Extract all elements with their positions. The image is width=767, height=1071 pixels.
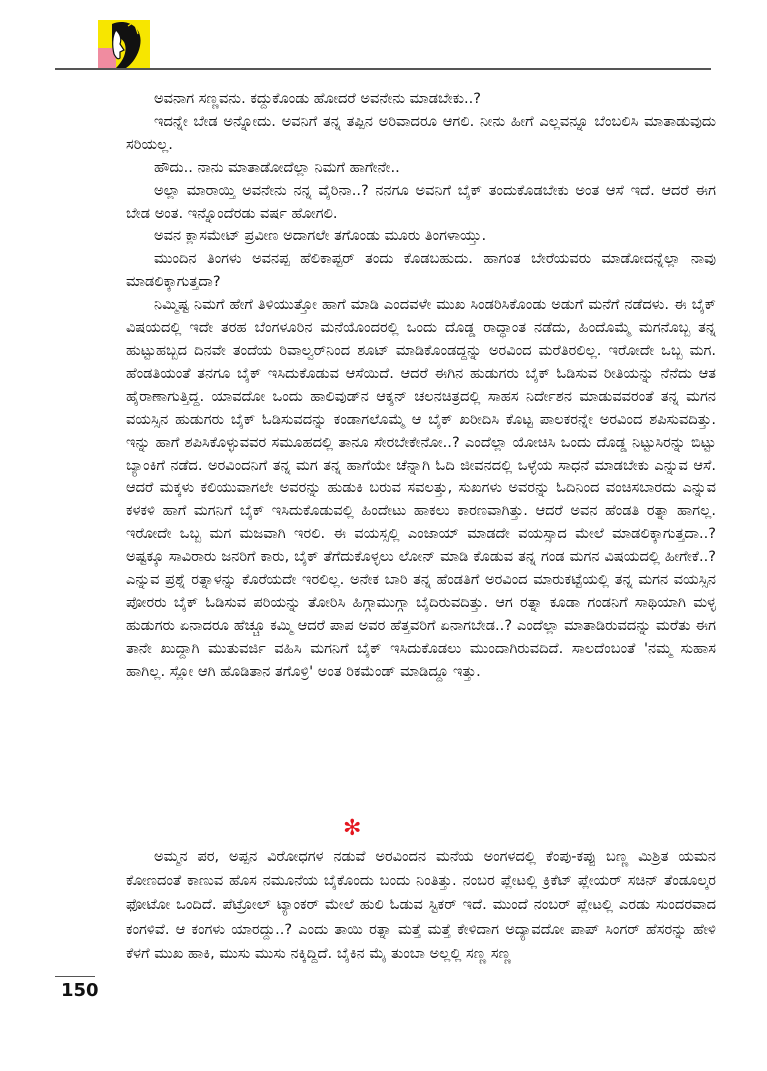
paragraph: ಅಮ್ಮನ ಪರ, ಅಪ್ಪನ ವಿರೋಧಗಳ ನಡುವೆ ಅರವಿಂದನ ಮನೆಯ ಅಂಗಳದಲ್ಲಿ ಕೆಂಪು-ಕಪ್ಪು ಬಣ್ಣ ಮಿಶ್ರಿತ ಯಮನ ಕೋಣದಂತೆ ಕಾಣುವ ಹೊಸ ನಮೂನೆಯ ಬೈಕೊಂದು ಬಂದು ನಿಂತಿತ್ತು. ನಂಬರ ಪ್ಲೇಟಲ್ಲಿ ಕ್ರಿಕೆಟ್ ಪ್ಲೇಯರ್ ಸಚಿನ್ ತೆಂಡೂಲ್ಕರ ಫೋಟೋ ಒಂದಿದೆ. ಪೆಟ್ರೋಲ್ ಟ್ಯಾಂಕರ್ ಮೇಲೆ ಹುಲಿ ಓಡುವ ಸ್ಟಿಕರ್ ಇದೆ. ಮುಂದೆ ನಂಬರ್ ಪ್ಲೇಟಲ್ಲಿ ಎರಡು ಸುಂದರವಾದ ಕಂಗಳಿವೆ. ಆ ಕಂಗಳು ಯಾರದ್ದು..? ಎಂದು ತಾಯಿ ರತ್ನಾ ಮತ್ತೆ ಮತ್ತೆ ಕೇಳಿದಾಗ ಅದ್ಯಾವದೋ ಪಾಪ್ ಸಿಂಗರ್ ಹೆಸರನ್ನು ಹೇಳಿ ಕೆಳಗೆ ಮುಖ ಹಾಕಿ, ಮುಸು ಮುಸು ನಕ್ಕಿದ್ದಿದೆ. ಬೈಕಿನ ಮೈ ತುಂಬಾ ಅಲ್ಲಲ್ಲಿ ಸಣ್ಣ ಸಣ್ಣ	[126, 848, 716, 962]
paragraph: ಇದನ್ನೇ ಬೇಡ ಅನ್ನೋದು. ಅವನಿಗೆ ತನ್ನ ತಪ್ಪಿನ ಅರಿವಾದರೂ ಆಗಲಿ. ನೀನು ಹೀಗೆ ಎಲ್ಲವನ್ನೂ ಬೆಂಬಲಿಸಿ ಮಾತಾಡುವುದು ಸರಿಯಲ್ಲ.	[126, 112, 716, 153]
woman-profile-logo-icon	[98, 20, 150, 68]
paragraph: ಹೌದು.. ನಾನು ಮಾತಾಡೋದೆಲ್ಲಾ ನಿಮಗೆ ಹಾಗೇನೇ..	[154, 158, 400, 176]
paragraph: ಅವನ ಕ್ಲಾಸಮೇಟ್ ಪ್ರವೀಣ ಅದಾಗಲೇ ತಗೊಂಡು ಮೂರು ತಿಂಗಳಾಯ್ತು.	[154, 227, 487, 245]
section-separator-star-icon: ✻	[343, 816, 362, 841]
header-rule	[55, 68, 711, 70]
paragraph: ನಿಮ್ಮಿಷ್ಟ ನಿಮಗೆ ಹೇಗೆ ತಿಳಿಯುತ್ತೋ ಹಾಗೆ ಮಾಡಿ ಎಂದವಳೇ ಮುಖ ಸಿಂಡರಿಸಿಕೊಂಡು ಅಡುಗೆ ಮನೆಗೆ ನಡೆದಳು. ಈ ಬೈಕ್ ವಿಷಯದಲ್ಲಿ ಇದೇ ತರಹ ಬೆಂಗಳೂರಿನ ಮನೆಯೊಂದರಲ್ಲಿ ಒಂದು ದೊಡ್ಡ ರಾದ್ಧಾಂತ ನಡೆದು, ಹಿಂದೊಮ್ಮೆ ಮಗನೊಬ್ಬ ತನ್ನ ಹುಟ್ಟುಹಬ್ಬದ ದಿನವೇ ತಂದೆಯ ರಿವಾಲ್ವರ್‌ನಿಂದ ಶೂಟ್ ಮಾಡಿಕೊಂಡದ್ದನ್ನು ಅರವಿಂದ ಮರೆತಿರಲಿಲ್ಲ. ಇರೋದೇ ಒಬ್ಬ ಮಗ. ಹೆಂಡತಿಯಂತೆ ತನಗೂ ಬೈಕ್ ಇಸಿದುಕೊಡುವ ಆಸೆಯಿದೆ. ಆದರೆ ಈಗಿನ ಹುಡುಗರು ಬೈಕ್ ಓಡಿಸುವ ರೀತಿಯನ್ನು ನೆನೆದು ಆತ ಹೈರಾಣಾಗುತ್ತಿದ್ದ. ಯಾವದೋ ಒಂದು ಹಾಲಿವುಡ್‌ನ ಆಕ್ಶನ್ ಚಲನಚಿತ್ರದಲ್ಲಿ ಸಾಹಸ ನಿರ್ದೇಶನ ಮಾಡುವವರಂತೆ ತನ್ನ ಮಗನ ವಯಸ್ಸಿನ ಹುಡುಗರು ಬೈಕ್ ಓಡಿಸುವದನ್ನು ಕಂಡಾಗಲೊಮ್ಮೆ ಆ ಬೈಕ್ ಖರೀದಿಸಿ ಕೊಟ್ಟ ಪಾಲಕರನ್ನೇ ಅರವಿಂದ ಶಪಿಸುವದಿತ್ತು. ಇನ್ನು ಹಾಗೆ ಶಪಿಸಿಕೊಳ್ಳುವವರ ಸಮೂಹದಲ್ಲಿ ತಾನೂ ಸೇರಬೇಕೇನೋ..? ಎಂದೆಲ್ಲಾ ಯೋಚಿಸಿ ಒಂದು ದೊಡ್ಡ ನಿಟ್ಟುಸಿರನ್ನು ಬಿಟ್ಟು ಬ್ಯಾಂಕಿಗೆ ನಡೆದ. ಅರವಿಂದನಿಗೆ ತನ್ನ ಮಗ ತನ್ನ ಹಾಗೆಯೇ ಚೆನ್ನಾಗಿ ಓದಿ ಜೀವನದಲ್ಲಿ ಒಳ್ಳೆಯ ಸಾಧನೆ ಮಾಡಬೇಕು ಎನ್ನುವ ಆಸೆ. ಆದರೆ ಮಕ್ಕಳು ಕಲಿಯುವಾಗಲೇ ಅವರನ್ನು ಹುಡುಕಿ ಬರುವ ಸವಲತ್ತು, ಸುಖಗಳು ಅವರನ್ನು ಓದಿನಿಂದ ವಂಚಿಸಬಾರದು ಎನ್ನುವ ಕಳಕಳಿ ಹಾಗೆ ಮಗನಿಗೆ ಬೈಕ್ ಇಸಿದುಕೊಡುವಲ್ಲಿ ಹಿಂದೇಟು ಹಾಕಲು ಕಾರಣವಾಗಿತ್ತು. ಆದರೆ ಅವನ ಹೆಂಡತಿ ರತ್ನಾ ಹಾಗಲ್ಲ. ಇರೋದೇ ಒಬ್ಬ ಮಗ ಮಜವಾಗಿ ಇರಲಿ. ಈ ವಯಸ್ಸಲ್ಲಿ ಎಂಜಾಯ್ ಮಾಡದೇ ವಯಸ್ಸಾದ ಮೇಲೆ ಮಾಡಲಿಕ್ಕಾಗುತ್ತದಾ..? ಅಷ್ಟಕ್ಕೂ ಸಾವಿರಾರು ಜನರಿಗೆ ಕಾರು, ಬೈಕ್ ತೆಗೆದುಕೊಳ್ಳಲು ಲೋನ್ ಮಾಡಿ ಕೊಡುವ ತನ್ನ ಗಂಡ ಮಗನ ವಿಷಯದಲ್ಲಿ ಹೀಗೇಕೆ..? ಎನ್ನುವ ಪ್ರಶ್ನೆ ರತ್ನಾಳನ್ನು ಕೊರೆಯದೇ ಇರಲಿಲ್ಲ. ಅನೇಕ ಬಾರಿ ತನ್ನ ಹೆಂಡತಿಗೆ ಅರವಿಂದ ಮಾರುಕಟ್ಟೆಯಲ್ಲಿ ತನ್ನ ಮಗನ ವಯಸ್ಸಿನ ಪೋರರು ಬೈಕ್ ಓಡಿಸುವ ಪರಿಯನ್ನು ತೋರಿಸಿ ಹಿಗ್ಗಾಮುಗ್ಗಾ ಬೈದಿರುವದಿತ್ತು. ಆಗ ರತ್ನಾ ಕೂಡಾ ಗಂಡನಿಗೆ ಸಾಥಿಯಾಗಿ ಮಳ್ಳ ಹುಡುಗರು ಏನಾದರೂ ಹೆಚ್ಚೂ ಕಮ್ಮಿ ಆದರೆ ಪಾಪ ಅವರ ಹೆತ್ತವರಿಗೆ ಏನಾಗಬೇಡ..? ಎಂದೆಲ್ಲಾ ಮಾತಾಡಿರುವದನ್ನು ಮರೆತು ಈಗ ತಾನೇ ಖುದ್ದಾಗಿ ಮುತುವರ್ಜಿ ವಹಿಸಿ ಮಗನಿಗೆ ಬೈಕ್ ಇಸಿದುಕೊಡಲು ಮುಂದಾಗಿರುವದಿದೆ. ಸಾಲದೆಂಬಂತೆ 'ನಮ್ಮ ಸುಹಾಸ ಹಾಗಿಲ್ಲ. ಸ್ಲೋ ಆಗಿ ಹೊಡಿತಾನ ತಗೊಳ್ರಿ' ಅಂತ ರಿಕಮೆಂಡ್ ಮಾಡಿದ್ದೂ ಇತ್ತು.	[126, 296, 716, 680]
paragraph: ಅಲ್ಲಾ ಮಾರಾಯ್ತಿ ಅವನೇನು ನನ್ನ ವೈರಿನಾ..? ನನಗೂ ಅವನಿಗೆ ಬೈಕ್ ತಂದುಕೊಡಬೇಕು ಅಂತ ಆಸೆ ಇದೆ. ಆದರೆ ಈಗ ಬೇಡ ಅಂತ. ಇನ್ನೊಂದೆರಡು ವರ್ಷ ಹೋಗಲಿ.	[126, 181, 716, 222]
footer-rule	[55, 976, 95, 977]
paragraph: ಅವನಾಗ ಸಣ್ಣವನು. ಕದ್ದುಕೊಂಡು ಹೋದರೆ ಅವನೇನು ಮಾಡಬೇಕು..?	[154, 90, 481, 107]
paragraph: ಮುಂದಿನ ತಿಂಗಳು ಅವನಪ್ಪ ಹೆಲಿಕಾಪ್ಟರ್ ತಂದು ಕೊಡಬಹುದು. ಹಾಗಂತ ಬೇರೆಯವರು ಮಾಡೋದನ್ನೆಲ್ಲಾ ನಾವು ಮಾಡಲಿಕ್ಕಾಗುತ್ತದಾ?	[126, 250, 716, 291]
story-section-2	[126, 845, 716, 966]
story-section-1	[126, 88, 716, 684]
page-number: 150	[61, 980, 99, 1001]
